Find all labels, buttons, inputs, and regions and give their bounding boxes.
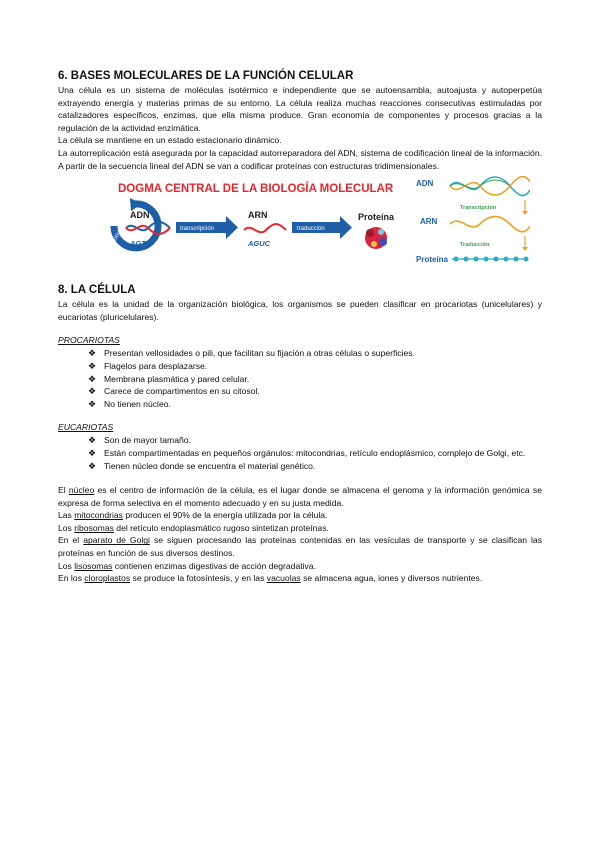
right-dna-helix-image <box>450 177 530 196</box>
list-item: ❖ Están compartimentadas en pequeños orgánulos: mitocondrias, retículo endoplásmico, complejo de Golgi, etc. <box>88 447 526 458</box>
right-rna-strand-image <box>450 217 530 232</box>
section-6-paragraph-2: La célula se mantiene en un estado estacionario dinámico. <box>58 135 282 146</box>
dna-helix-image <box>126 222 170 234</box>
list-item: ❖ Membrana plasmática y pared celular. <box>88 373 250 384</box>
cloroplastos-paragraph: En los cloroplastos se produce la fotosíntesis, y en las vacuolas se almacena agua, iones y diversos nutrientes. <box>58 573 483 584</box>
section-6-paragraph-3: La autorreplicación está asegurada por la capacidad autorreparadora del ADN, sistema de codificación lineal de la información. A partir de la secuencia lineal del ADN se van a codificar proteínas con estructuras tridimensionales. <box>58 147 542 171</box>
right-arn-label: ARN <box>420 217 438 227</box>
diamond-bullet-icon: ❖ <box>88 348 97 359</box>
rna-strand-image <box>244 224 286 232</box>
list-item: ❖ Son de mayor tamaño. <box>88 435 191 446</box>
vacuolas-term: vacuolas <box>266 573 301 584</box>
nucleo-paragraph: El núcleo es el centro de información de la célula, es el lugar donde se almacena el genoma y la información genómica se expresa de forma selectiva en el momento adecuado y en su justa medida. <box>58 485 542 508</box>
central-dogma-diagram <box>100 176 530 272</box>
arn-bases: AGUC <box>248 239 271 249</box>
diamond-bullet-icon: ❖ <box>88 386 97 397</box>
arn-label: ARN <box>248 210 268 221</box>
section-6-paragraph-1: Una célula es un sistema de moléculas isotérmico e independiente que se autoensambla, autoajusta y autoperpetúa extrayendo energía y materias primas de su entorno. La célula realiza muchas reacciones consecutivas estimuladas por catalizadores específicos, enzimas, que ella misma produce. Gran economía de componentes y procesos gracias a la regulación de la actividad enzimática. <box>58 85 542 133</box>
central-dogma-figure <box>100 176 530 272</box>
right-down-arrow-2 <box>522 236 528 251</box>
transcripcion-label: transcripción <box>180 226 215 233</box>
list-item: ❖ Carece de compartimentos en su citosol. <box>88 386 260 397</box>
right-proteina-label: Proteína <box>416 255 449 265</box>
traduccion-label: traducción <box>297 226 325 233</box>
nucleo-term: núcleo <box>68 485 95 496</box>
mitocondrias-term: mitocondrias <box>74 510 123 521</box>
replicacion-label: replicación <box>104 230 123 257</box>
list-item: ❖ No tienen núcleo. <box>88 398 171 409</box>
golgi-paragraph: En el aparato de Golgi se siguen procesando las proteínas contenidas en las vesículas de transporte y se clasifican las proteínas en función de sus diversos destinos. <box>58 535 542 559</box>
procariotas-list <box>58 347 542 410</box>
adn-label: ADN <box>130 210 150 221</box>
right-traduccion-label: Traducción <box>460 242 490 249</box>
diamond-bullet-icon: ❖ <box>88 373 97 384</box>
protein-structure-image <box>365 227 387 249</box>
proteina-label: Proteína <box>358 212 395 223</box>
list-item: ❖ Tienen núcleo donde se encuentra el material genético. <box>88 460 316 471</box>
figure-title: DOGMA CENTRAL DE LA BIOLOGÍA MOLECULAR <box>118 183 394 196</box>
diamond-bullet-icon: ❖ <box>88 460 97 471</box>
right-amino-acid-chain-image <box>452 257 529 262</box>
lisosomas-paragraph: Los lisosomas contienen enzimas digestivas de acción degradativa. <box>58 560 316 571</box>
right-transcripcion-label: Transcripción <box>460 205 497 212</box>
adn-bases: AGTC <box>130 239 152 249</box>
lisosomas-term: lisosomas <box>74 560 113 571</box>
right-adn-label: ADN <box>416 179 434 189</box>
eucariotas-list <box>58 434 542 472</box>
golgi-term: aparato de Golgi <box>83 535 150 546</box>
document-page <box>58 70 542 585</box>
diamond-bullet-icon: ❖ <box>88 398 97 409</box>
right-down-arrow-1 <box>522 200 528 215</box>
diamond-bullet-icon: ❖ <box>88 447 97 458</box>
ribosomas-paragraph: Los ribosomas del retículo endoplasmático rugoso sintetizan proteínas. <box>58 522 329 533</box>
section-6-title: 6. BASES MOLECULARES DE LA FUNCIÓN CELULAR <box>58 70 354 82</box>
section-8-intro: La célula es la unidad de la organización biológica, los organismos se pueden clasificar en procariotas (unicelulares) y eucariotas (pluricelulares). <box>58 299 542 322</box>
list-item: ❖ Presentan vellosidades o pili, que facilitan su fijación a otras células o superficies. <box>88 348 415 359</box>
diamond-bullet-icon: ❖ <box>88 360 97 371</box>
ribosomas-term: ribosomas <box>74 522 114 533</box>
procariotas-heading: PROCARIOTAS <box>58 335 120 346</box>
list-item: ❖ Flagelos para desplazarse. <box>88 360 208 371</box>
mitocondrias-paragraph: Las mitocondrias producen el 90% de la energía utilizada por la célula. <box>58 510 328 521</box>
diamond-bullet-icon: ❖ <box>88 435 97 446</box>
section-8-title: 8. LA CÉLULA <box>58 284 136 297</box>
cloroplastos-term: cloroplastos <box>84 573 131 584</box>
eucariotas-heading: EUCARIOTAS <box>58 422 114 433</box>
